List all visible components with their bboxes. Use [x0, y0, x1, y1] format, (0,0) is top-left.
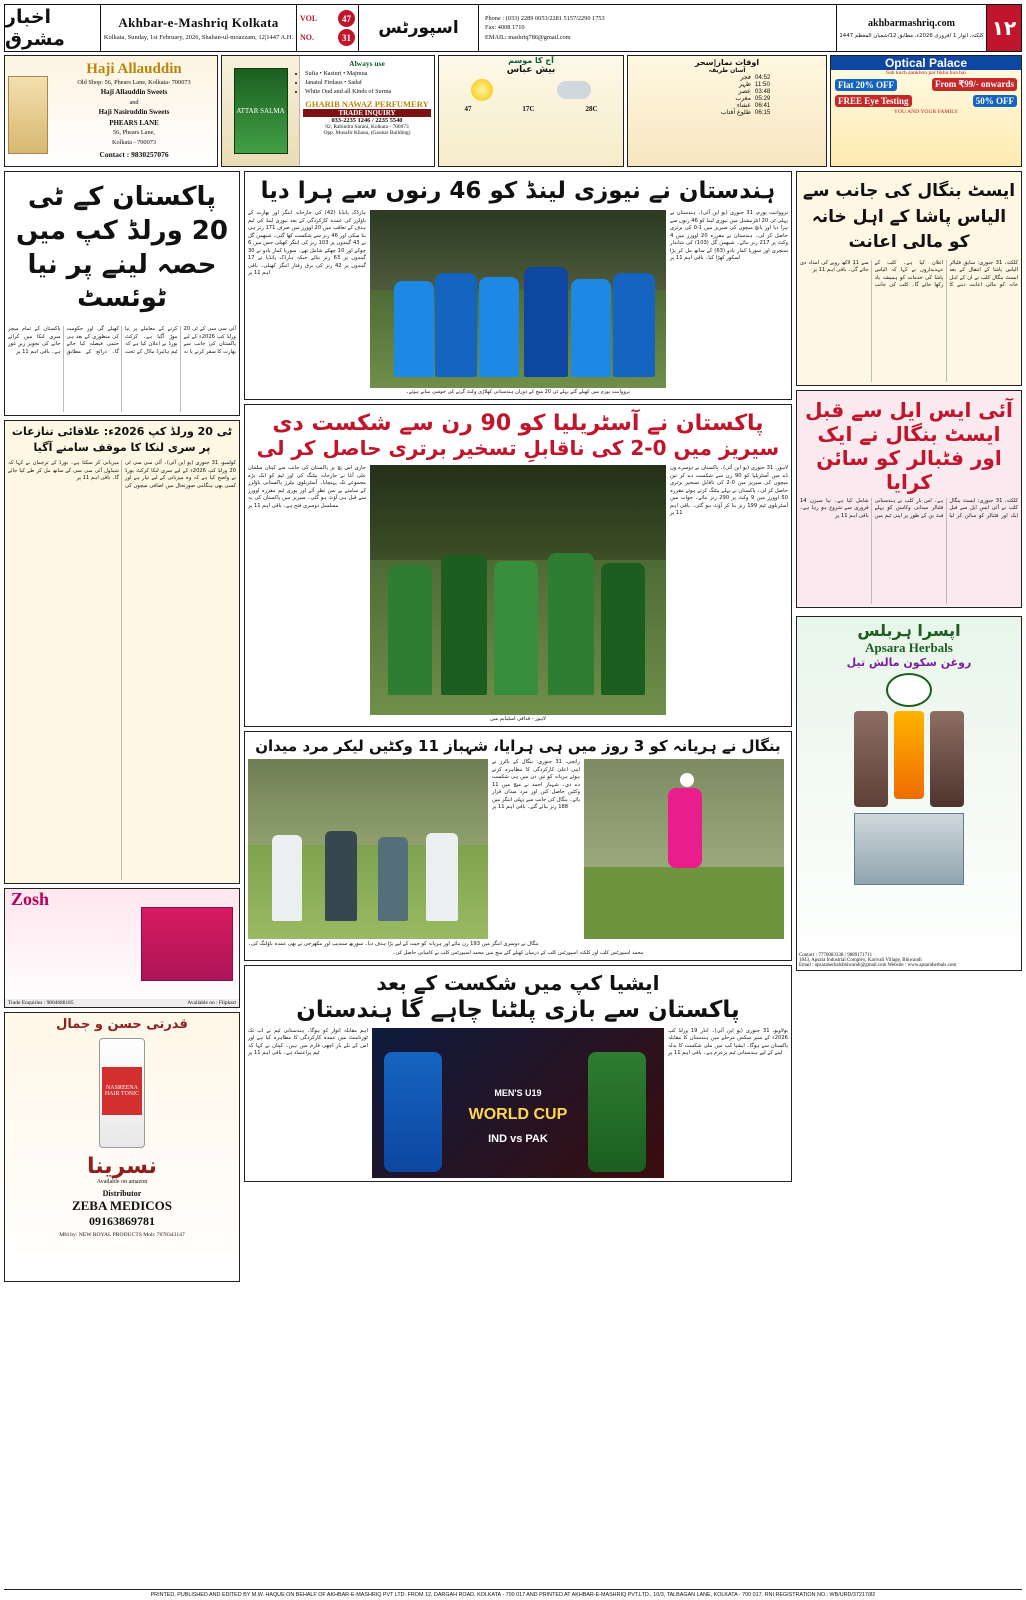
apsara-bottles-image: [797, 711, 1021, 807]
ind-nz-body-left: ہارڈک پانڈیا (42) کی جارحانہ اننگز اور بھارت کے باؤلرز کی عمدہ کارکردگی کے بعد نیوزی لینڈ کی ٹیم ہدف کے تعاقب میں 20 اوورز میں صرف 171 رنز ہی بنا سکی اور 46 رنز سے شکست کھا گئی۔ شبھمن گل نے 43 گیندوں پر 103 رنز کی اننگز کھیلی جس میں 6 چوکے اور 10 چھکے شامل تھے۔ سوریا کمار یادو نے 30 گیندوں پر 63 رنز بنائے جبکہ ہارڈک پانڈیا نے 17 گیندوں پر 42 رنز کی برق رفتار اننگز کھیلی۔ باقی اہم 11 پر: [247, 210, 366, 277]
apsara-title-en: Apsara Herbals: [865, 639, 953, 655]
salma-trade-inquiry: TRADE INQUIRY: [303, 109, 431, 117]
story-asia-cup: [244, 965, 792, 1182]
east-bengal-body: کلکتہ، 31 جنوری: سابق فٹبالر الیاس پاشا کے انتقال کے بعد ایسٹ بنگال کلب نے ان کے اہل خانہ کو مالی اعانت دینے کا اعلان کیا ہے۔ کلب کے عہدیداروں نے کہا کہ الیاس پاشا کی خدمات کو ہمیشہ یاد رکھا جائے گا۔ کلب کی جانب سے 11 لاکھ روپے کی امداد دی جائے گی۔ باقی اہم 11 پر: [799, 259, 1019, 289]
poster-line-2: WORLD CUP: [468, 1105, 568, 1123]
pak-aus-headline-2: سیریز میں 0-2 کی ناقابلِ تسخیر برتری حاصل کر لی: [256, 436, 780, 460]
east-bengal-headline: ایسٹ بنگال کی جانب سے الیاس پاشا کے اہل خانہ کو مالی اعانت: [802, 181, 1016, 252]
zosh-trade: Trade Enquiries : 9804688185: [8, 1000, 74, 1007]
story-bengal-haryana: [244, 731, 792, 961]
apsara-person-photo: [854, 813, 964, 885]
haji-line-3: Haji Nasiruddin Sweets: [98, 108, 170, 117]
right-column: [796, 171, 1022, 1282]
paper-title: Akhbar-e-Mashriq Kolkata: [118, 15, 279, 30]
isl-headline: آئی ایس ایل سے قبل ایسٹ بنگال نے ایک اور فٹبالر کو سائن کرایا: [805, 397, 1013, 494]
story-wc-2026-local: [4, 420, 240, 884]
section-title: اسپورٹس: [359, 5, 479, 51]
salma-pack-image: [222, 56, 300, 166]
masthead-title-block: [101, 5, 297, 51]
story-pak-aus: [244, 404, 792, 727]
no-label: NO.: [300, 33, 314, 42]
haji-contact: Contact : 9830257076: [99, 150, 169, 160]
masthead-logo: [5, 5, 101, 51]
masthead: [4, 4, 1022, 52]
bengal-body-left: رانچی، 31 جنوری: بنگال کے بالرز نے اپنی اعلیٰ کارکردگی کا مظاہرہ کرتے ہوئے ہریانہ کو تین دن میں ہی شکست دے دی۔ شہباز احمد نے میچ میں 11 وکٹیں حاصل کیں اور مرد میدان قرار پائے۔ بنگال کی جانب سے پہلی اننگز میں 188 رنز بنائے گئے۔ باقی اہم 11 پر: [491, 759, 580, 811]
sunrise-label: طلوع آفتاب: [720, 109, 751, 116]
salma-pack-label: ATTAR SALMA: [234, 68, 288, 154]
contact-phone: Phone : (033) 2289 0053/2281 5157/2290 1753: [485, 15, 605, 23]
ad-apsara-herbals[interactable]: [796, 616, 1022, 971]
prayer-name-2: عصر: [738, 88, 751, 95]
apsara-address: 1843, Apsara Industrial Complex, Karivali Village, Bhiwandi: [798, 957, 922, 963]
apsara-email: Email : apsaraherbalsbhiwandi@gmail.com Website : www.apsaraherbals.com: [798, 962, 957, 968]
weather-value-1: 17C: [522, 105, 535, 113]
salma-item-0: • Sufia • Kasturi • Majmua: [305, 70, 431, 79]
apsara-contact: Contact : 7770083338 / 9889171711: [798, 952, 873, 958]
bengal-headline: بنگال نے ہریانہ کو 3 روز میں ہی ہرایا، شہباز 11 وکٹیں لیکر مرد میدان: [255, 737, 781, 755]
apsara-logo-icon: [886, 673, 932, 707]
optical-tagline: Sab kuch aankhon par likha hua hai: [886, 70, 966, 76]
optical-offer-4: 50% OFF: [973, 95, 1017, 107]
website-url[interactable]: akhbarmashriq.com: [868, 17, 955, 29]
logo-urdu-text: اخبار مشرق: [5, 6, 65, 50]
nasreena-mfd: Mfd by: NEW ROYAL PRODUCTS Mob: 7678343147: [59, 1232, 185, 1239]
wc-2026-body: کولمبو، 31 جنوری (یو این آئی)۔ آئی سی سی ٹی 20 ورلڈ کپ 2026ء کے لیے سری لنکا کرکٹ بورڈ نے واضح کیا ہے کہ وہ میزبانی کے لیے تیار ہے اور کسی بھی ہنگامی صورتحال میں اضافی میچوں کی میزبانی کر سکتا ہے۔ بورڈ کے ترجمان نے کہا کہ شیڈول آئی سی سی کے ساتھ مل کر طے کیا جائے گا۔ باقی اہم 11 پر: [8, 460, 236, 489]
haji-line-2: and: [129, 98, 139, 106]
contact-block: [479, 5, 837, 51]
haji-line-0: Old Shop: 56, Phears Lane, Kolkata- 700073: [77, 79, 191, 86]
prayer-table: [632, 74, 822, 116]
pak-aus-photo: [370, 465, 666, 715]
isl-body: کلکتہ، 31 جنوری: ایسٹ بنگال کلب نے آئی ایس ایل سے قبل ایک اور فٹبالر کو سائن کر لیا ہے۔ اس بار کلب نے ہندستانی فٹبالر میدانی وکاسن کو پہلے فٹ بن کے طور پر اپنی ٹیم میں شامل کیا ہے۔ نیا سیزن 14 فروری سے شروع ہو رہا ہے۔ باقی اہم 11 پر: [799, 497, 1019, 519]
story-east-bengal-help: [796, 171, 1022, 386]
salma-item-1: • Janatul Firdaus • Sadaf: [305, 79, 431, 88]
prayer-times-box: [627, 55, 827, 167]
nasreena-name: نسرینا: [87, 1154, 157, 1180]
weather-value-0: 47: [464, 105, 472, 113]
left-column: [4, 171, 240, 1282]
vol-value: 47: [338, 10, 355, 27]
bengal-body-right: بنگال نے دوسری اننگز میں 193 رن بنائے اور ہریانہ کو جیت کے لیے بڑا ہدف دیا۔ سوربھ سندیپ اور مکھرجی نے بھی عمدہ باؤلنگ کی۔: [247, 941, 539, 947]
apsara-title-urdu: اپسرا ہربلس: [857, 620, 961, 640]
prayer-time-4: 06:41: [754, 102, 771, 109]
apsara-product: روغن سکون مالش تیل: [846, 655, 972, 669]
pak-t20-body: آئی سی سی کے ٹی 20 ورلڈ کپ 2026ء کے لیے پاکستان کی جانب سے بھارت کا سفر کرنے یا نہ کرنے کے معاملے پر نیا موڑ آگیا ہے۔ کرکٹ بورڈ نے اعلان کیا ہے کہ ٹیم ہائبرڈ ماڈل کے تحت کھیلے گی اور حکومت کی منظوری کے بعد ہی حتمی فیصلہ کیا جائے گا۔ ذرائع کے مطابق پاکستان کے تمام میچز سری لنکا میں کرائے جانے کی تجویز زیرِ غور ہے۔ باقی اہم 11 پر: [8, 326, 236, 355]
website-block: [837, 5, 987, 51]
nasreena-phone: 09163869781: [88, 1214, 155, 1229]
prayer-name-1: ظہر: [738, 81, 751, 88]
cloud-icon: [557, 81, 591, 99]
volume-block: [297, 5, 359, 51]
story-isl-signing: [796, 390, 1022, 608]
ad-zosh[interactable]: [4, 888, 240, 1008]
optical-note: YOU AND YOUR FAMILY: [893, 109, 959, 115]
zosh-brand: Zosh: [11, 889, 50, 910]
nasreena-product: NASREENA HAIR TONIC: [102, 1067, 142, 1115]
weather-heading: آج کا موسم: [508, 56, 554, 65]
haji-title: Haji Allauddin: [86, 61, 182, 77]
optical-title: Optical Palace: [831, 56, 1021, 70]
prayer-time-2: 03:48: [754, 88, 771, 95]
weather-value-2: 28C: [585, 105, 598, 113]
ad-haji-allauddin[interactable]: [4, 55, 218, 167]
bottom-note: محمد اسپورٹس کلب اور کلکتہ اسپورٹس کلب کے درمیان کھیلے گئے میچ میں محمد اسپورٹس کلب نے کامیابی حاصل کی۔: [392, 949, 644, 956]
optical-offer-1: Flat 20% OFF: [835, 79, 897, 91]
ind-nz-headline: ہندستان نے نیوزی لینڈ کو 46 رنوں سے ہرا دیا: [260, 178, 776, 204]
no-value: 31: [338, 29, 355, 46]
sunrise-time: 06:15: [754, 109, 771, 116]
goalkeeper-photo: [584, 759, 784, 939]
nasreena-amazon: Available on amazon: [96, 1179, 148, 1186]
zosh-available: Available on : Flipkart: [187, 1000, 236, 1007]
haji-line-1: Haji Allauddin Sweets: [100, 88, 168, 97]
haji-line-4: PHEARS LANE: [109, 118, 159, 127]
weather-box: [438, 55, 624, 167]
story-pak-t20-wc: [4, 171, 240, 416]
salma-address: 92, Rabindra Sarani, Kolkata - 700073: [325, 123, 409, 130]
paper-subtitle: Kolkata, Sunday, 1st February, 2026, Shaban-ul-moazzam, 12|1447 A.H.: [103, 34, 294, 41]
ad-attar-salma[interactable]: [221, 55, 435, 167]
ad-optical-palace[interactable]: [830, 55, 1022, 167]
top-advert-strip: [4, 55, 1022, 167]
asia-cup-body-right: بولاویو، 31 جنوری (یو این آئی)۔ انڈر 19 ورلڈ کپ 2026ء کے سپر سکس مرحلے میں ہندستان کا مقابلہ پاکستان سے ہوگا۔ ایشیا کپ میں ملی شکست کا بدلہ لینے کے لیے ہندستانی ٹیم پرعزم ہے۔ باقی اہم 11 پر: [667, 1027, 788, 1057]
asia-cup-headline-1: ایشیا کپ میں شکست کے بعد: [376, 970, 660, 995]
prayer-subheading: آسان طریقہ: [708, 67, 746, 74]
prayer-time-3: 05:29: [754, 95, 771, 102]
weather-sponsor: بیش عباس: [506, 65, 556, 75]
salma-phones: 033-2235 1246 / 2235 5540: [331, 116, 403, 124]
pak-aus-headline-1: پاکستان نے آسٹریلیا کو 90 رن سے شکست دی: [272, 411, 764, 436]
asia-cup-headline-2: پاکستان سے بازی پلٹنا چاہے گا ہندستان: [296, 996, 740, 1023]
main-content: [4, 171, 1022, 1282]
zosh-product-image: [141, 907, 233, 981]
ind-nz-caption: تروواننت پورم میں کھیلے گئے پہلے ٹی 20 میچ کے دوران ہندستانی کھلاڑی وکٹ گرنے کی خوشی مناتے ہوئے۔: [405, 389, 630, 395]
optical-offer-2: From ₹99/- onwards: [932, 78, 1017, 91]
page-number: ۱۲: [987, 5, 1021, 51]
sweets-image: [8, 76, 48, 154]
contact-fax: Fax: 4008 1710: [485, 24, 525, 32]
bengal-photo: [248, 759, 488, 939]
prayer-time-1: 11:50: [754, 81, 770, 88]
ad-nasreena[interactable]: [4, 1012, 240, 1282]
middle-column: [244, 171, 792, 1282]
prayer-name-3: مغرب: [735, 95, 751, 102]
salma-always-use: Always use: [349, 59, 385, 68]
nasreena-shop: ZEBA MEDICOS: [71, 1198, 172, 1214]
prayer-time-0: 04:52: [754, 74, 771, 81]
pak-aus-caption: لاہور - قذافی اسٹیڈیم میں: [490, 716, 546, 722]
prayer-name-4: عشاء: [736, 102, 751, 109]
pak-aus-body-left: جاری اس پچ پر پاکستان کی جانب سے کپتان سلمان علی آغا نے جارحانہ بیٹنگ کی اور ٹیم کو ایک بڑے مجموعے تک پہنچایا۔ آسٹریلوی بیٹرز پاکستانی باؤلرز کے سامنے بے بس نظر آئے اور پوری ٹیم مقررہ اوورز سے قبل ہی آؤٹ ہو گئی۔ سیریز میں پاکستان کی یہ مسلسل دوسری فتح ہے۔ باقی اہم 11 پر: [247, 465, 366, 509]
salma-address2: Opp. Musafir Khana, (Gauhar Building): [323, 129, 411, 136]
poster-line-3: IND vs PAK: [488, 1132, 548, 1145]
haji-line-6: Kolkata - 700073: [111, 138, 157, 146]
contact-email: EMAIL: mashriq786@gmail.com: [485, 33, 571, 41]
story-ind-nz: [244, 171, 792, 400]
prayer-heading: اوقات نماز|سحر: [694, 58, 760, 67]
u19-world-cup-poster: [372, 1028, 664, 1178]
haji-line-5: 56, Phears Lane,: [113, 129, 155, 137]
prayer-name-0: فجر: [740, 74, 751, 81]
pak-t20-headline: پاکستان کے ٹی 20 ورلڈ کپ میں حصہ لینے پر نیا ٹوئسٹ: [15, 182, 228, 314]
asia-cup-body-left: اہم مقابلہ اتوار کو ہوگا۔ ہندستانی ٹیم نے اب تک ٹورنامنٹ میں عمدہ کارکردگی کا مظاہرہ کیا ہے اور اس کے بلے باز اچھی فارم میں ہیں۔ کپتان نے کہا کہ ٹیم پراعتماد ہے۔ باقی اہم 11 پر: [247, 1027, 368, 1057]
ind-nz-body-right: تروواننت پورم، 31 جنوری (یو این آئی)۔ ہندستان نے پہلی ٹی 20 انٹرنیشنل میں نیوزی لینڈ کو 46 رنوں سے ہرا دیا اور پانچ میچوں کی سیریز میں 1-0 کی برتری حاصل کر لی۔ ہندستان نے مقررہ 20 اوورز میں 4 وکٹ پر 217 رنز بنائے۔ شبھمن گل (103) کی شاندار سنچری اور سوریا کمار یادو (63) کے ساتھ مل کر بڑا اسکور کھڑا کیا۔ باقی اہم 11 پر: [669, 210, 788, 262]
poster-line-1: MEN'S U19: [494, 1087, 542, 1098]
vol-label: VOL: [300, 14, 318, 23]
nasreena-bottle-image: [99, 1038, 145, 1148]
masthead-date-urdu: کلکتہ، اتوار 1 /فروری 2026ء، مطابق 12/شعبان المعظم 1447: [839, 32, 984, 39]
nasreena-title: قدرتی حسن و جمال: [56, 1017, 188, 1033]
salma-brand: GHARIB NAWAZ PERFUMERY: [305, 98, 429, 109]
sun-icon: [471, 79, 493, 101]
page-footer: PRINTED, PUBLISHED AND EDITED BY M.W. HAQUE ON BEHALF OF AKHBAR-E-MASHRIQ PVT LTD. FROM 12, DARGAH ROAD, KOLKATA - 700 017 AND PRINTED AT AKHBAR-E-MASHRIQ PVT.LTD., 10/3, TALBAGAN LANE, KOLKATA - 700 017. RNI REGISTRATION NO.: WB/URD/37217/82: [4, 1589, 1022, 1598]
wc-2026-headline: ٹی 20 ورلڈ کپ 2026ء: علاقائی تنازعات پر سری لنکا کا موقف سامنے آگیا: [11, 425, 233, 455]
ind-nz-photo: [370, 210, 666, 388]
optical-offer-3: FREE Eye Testing: [835, 95, 912, 107]
nasreena-distributor: Distributor: [102, 1189, 142, 1199]
salma-item-2: • White Oud and all Kinds of Surma: [305, 88, 431, 97]
pak-aus-body-right: لاہور، 31 جنوری (یو این آئی)۔ پاکستان نے دوسرے ون ڈے میں آسٹریلیا کو 90 رن سے شکست دے کر تین میچوں کی سیریز میں 0-2 کی ناقابلِ تسخیر برتری حاصل کر لی۔ پاکستان نے پہلے بیٹنگ کرتے ہوئے مقررہ 50 اوورز میں 9 وکٹ پر 290 رنز بنائے۔ جواب میں آسٹریلوی ٹیم 199 رنز بنا کر آؤٹ ہو گئی۔ باقی اہم 11 پر: [669, 465, 788, 517]
